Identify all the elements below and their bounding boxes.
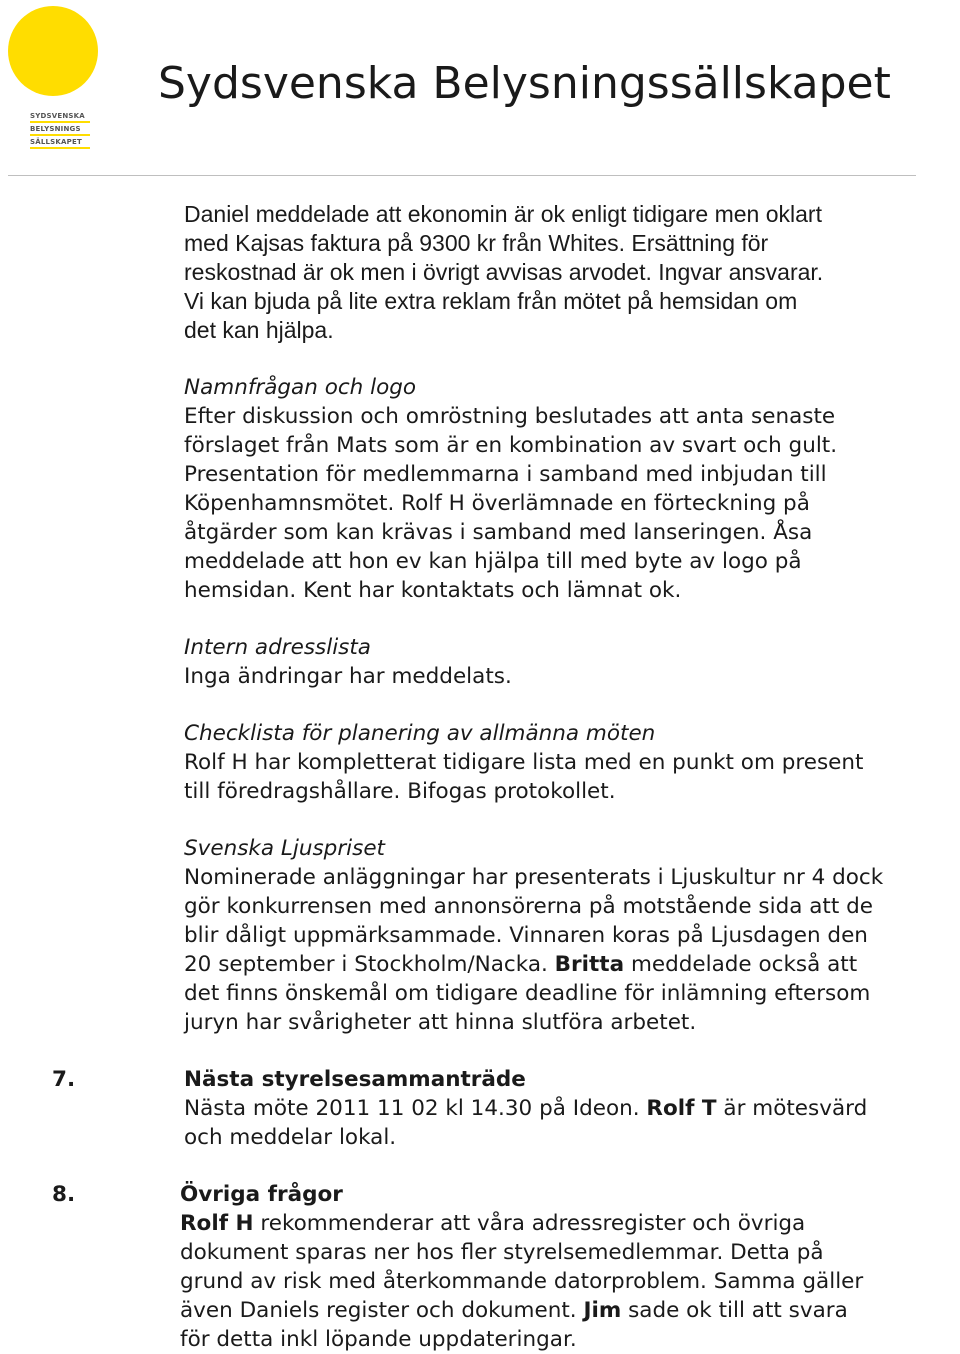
paragraph-line: och meddelar lokal. — [184, 1125, 397, 1150]
paragraph-line: juryn har svårigheter att hinna slutföra arbetet. — [184, 1010, 697, 1035]
section-address-list — [184, 633, 512, 691]
paragraph-line: dokument sparas ner hos fler styrelsemedlemmar. Detta på — [180, 1240, 824, 1265]
logo-line: BELYSNINGS — [30, 123, 90, 136]
text-run: meddelade också att — [624, 952, 858, 977]
paragraph-line: det finns önskemål om tidigare deadline för inlämning eftersom — [184, 981, 871, 1006]
section-checklist — [184, 719, 863, 806]
paragraph-line: åtgärder som kan krävas i samband med lanseringen. Åsa — [184, 520, 813, 545]
society-logo — [8, 6, 100, 156]
text-run: är mötesvärd — [716, 1096, 868, 1121]
paragraph-line: reskostnad är ok men i övrigt avvisas arvodet. Ingvar ansvarar. — [184, 259, 824, 285]
paragraph-line: med Kajsas faktura på 9300 kr från Whites. Ersättning för — [184, 230, 769, 256]
page-title: Sydsvenska Belysningssällskapet — [158, 58, 891, 109]
paragraph-line: Rolf H har kompletterat tidigare lista med en punkt om present — [184, 750, 864, 775]
header-divider — [8, 175, 916, 176]
logo-sun-icon — [8, 6, 98, 96]
paragraph-line: meddelade att hon ev kan hjälpa till med byte av logo på — [184, 549, 802, 574]
text-run: 20 september i Stockholm/Nacka. — [184, 952, 555, 977]
section-heading: Svenska Ljuspriset — [184, 836, 385, 861]
paragraph-line: Daniel meddelade att ekonomin är ok enligt tidigare men oklart — [184, 201, 822, 227]
paragraph-line: blir dåligt uppmärksammade. Vinnaren koras på Ljusdagen den — [184, 923, 868, 948]
paragraph-line: Efter diskussion och omröstning beslutades att anta senaste — [184, 404, 836, 429]
item-number: 7. — [52, 1067, 76, 1092]
item-number: 8. — [52, 1182, 76, 1207]
item-other-questions — [180, 1180, 863, 1354]
item-heading: Övriga frågor — [180, 1182, 343, 1207]
text-run: Nästa möte 2011 11 02 kl 14.30 på Ideon. — [184, 1096, 647, 1121]
paragraph-line: för detta inkl löpande uppdateringar. — [180, 1327, 577, 1352]
paragraph-line — [184, 1094, 867, 1123]
person-name: Britta — [554, 952, 625, 977]
paragraph-line: Köpenhamnsmötet. Rolf H överlämnade en förteckning på — [184, 491, 810, 516]
text-run: även Daniels register och dokument. — [180, 1298, 584, 1323]
paragraph-line: hemsidan. Kent har kontaktats och lämnat ok. — [184, 578, 682, 603]
person-name: Rolf H — [180, 1211, 254, 1236]
intro-paragraph — [184, 200, 823, 345]
paragraph-line — [184, 950, 883, 979]
paragraph-line: gör konkurrensen med annonsörerna på motstående sida att de — [184, 894, 873, 919]
section-logo — [184, 373, 837, 605]
logo-line: SYDSVENSKA — [30, 110, 90, 123]
paragraph-line: Presentation för medlemmarna i samband med inbjudan till — [184, 462, 827, 487]
paragraph-line: Nominerade anläggningar har presenterats i Ljuskultur nr 4 dock — [184, 865, 884, 890]
person-name: Rolf T — [646, 1096, 717, 1121]
logo-wordmark — [30, 110, 90, 149]
paragraph-line: till föredragshållare. Bifogas protokollet. — [184, 779, 616, 804]
section-heading: Checklista för planering av allmänna möten — [184, 721, 656, 746]
person-name: Jim — [583, 1298, 622, 1323]
paragraph-line: det kan hjälpa. — [184, 317, 334, 343]
section-heading: Intern adresslista — [184, 635, 371, 660]
paragraph-line: förslaget från Mats som är en kombination av svart och gult. — [184, 433, 838, 458]
section-heading: Namnfrågan och logo — [184, 375, 417, 400]
section-light-prize — [184, 834, 883, 1037]
text-run: rekommenderar att våra adressregister och övriga — [253, 1211, 806, 1236]
item-heading: Nästa styrelsesammanträde — [184, 1067, 526, 1092]
logo-line: SÄLLSKAPET — [30, 136, 90, 149]
paragraph-line: grund av risk med återkommande datorproblem. Samma gäller — [180, 1269, 864, 1294]
paragraph-line: Inga ändringar har meddelats. — [184, 664, 512, 689]
item-next-meeting — [184, 1065, 867, 1152]
paragraph-line — [180, 1209, 863, 1238]
paragraph-line — [180, 1296, 863, 1325]
paragraph-line: Vi kan bjuda på lite extra reklam från mötet på hemsidan om — [184, 288, 798, 314]
text-run: sade ok till att svara — [621, 1298, 848, 1323]
